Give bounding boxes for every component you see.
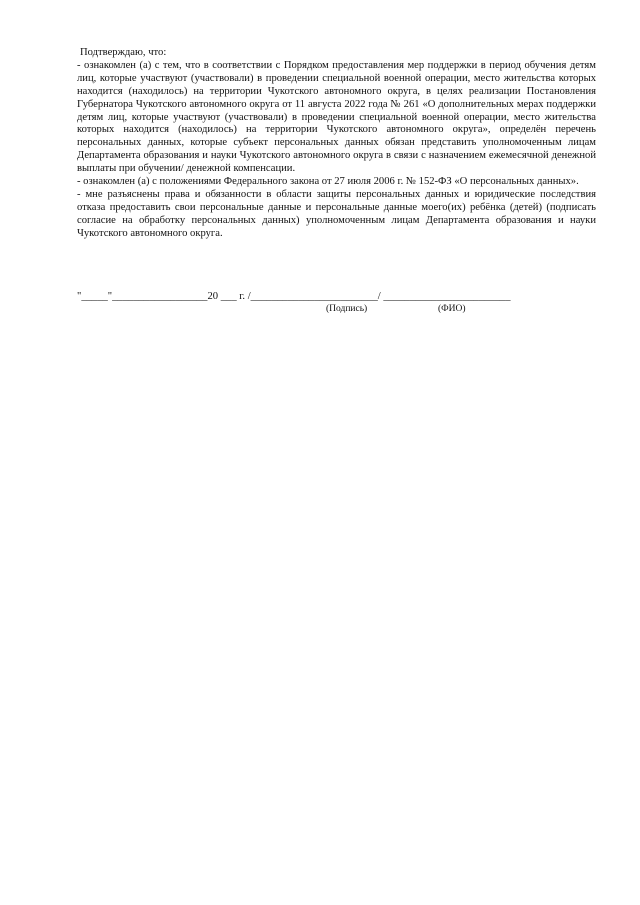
paragraph-rights: - мне разъяснены права и обязанности в области защиты персональных данных и юридические последствия отказа предоставить свои персональные данные и персональные данные моего(их) ребёнка (детей) (подписать согласие на обработку персональных данных) уполномоченным лицам Департамента образования и науки Чукотского автономного округа. bbox=[77, 188, 596, 239]
full-name-caption: (ФИО) bbox=[438, 304, 466, 314]
signature-caption: (Подпись) bbox=[326, 304, 368, 314]
intro-text: Подтверждаю, что: bbox=[80, 47, 167, 58]
paragraph-procedure: - ознакомлен (а) с тем, что в соответствии с Порядком предоставления мер поддержки в период обучения детям лиц, которые участвуют (участвовали) в проведении специальной военной операции, место жительства которых находится (находилось) на территории Чукотского автономного округа, в целях реализации Постановления Губернатора Чукотского автономного округа от 11 августа 2022 года № 261 «О дополнительных мерах поддержки детям лиц, которые участвуют (участвовали) в проведении специальной военной операции, место жительства которых находится (находилось) на территории Чукотского автономного округа», определён перечень персональных данных, которые субъект персональных данных обязан представить уполномоченным лицам Департамента образования и науки Чукотского автономного округа в связи с назначением ежемесячной денежной выплаты при обучении/ денежной компенсации. bbox=[77, 59, 596, 175]
document-body bbox=[77, 47, 596, 241]
paragraph-federal-law: - ознакомлен (а) с положениями Федерального закона от 27 июля 2006 г. № 152-ФЗ «О персональных данных». bbox=[77, 176, 579, 188]
signature-date-line: "_____"__________________20 ___ г. /________________________/ ________________________ bbox=[77, 291, 511, 302]
